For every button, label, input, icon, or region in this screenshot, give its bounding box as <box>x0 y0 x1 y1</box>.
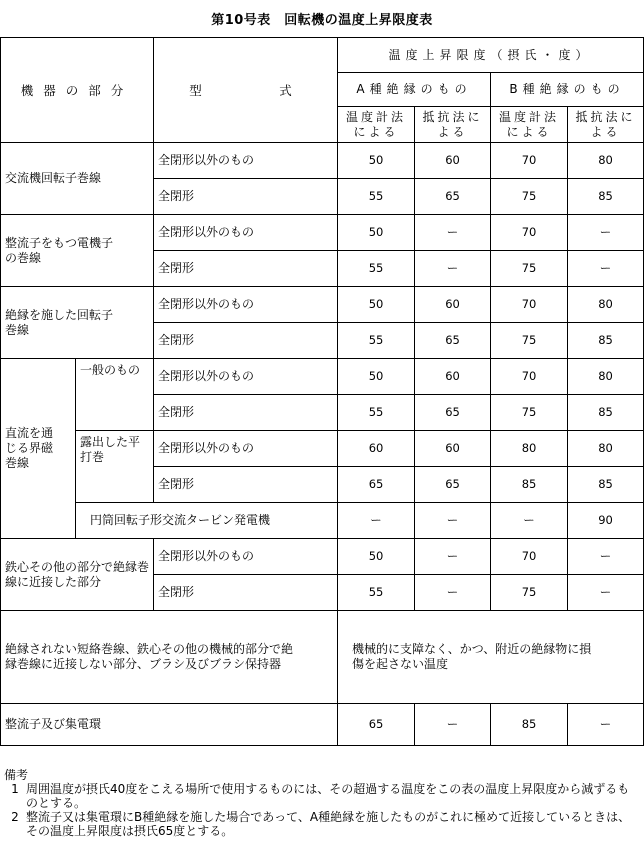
type-cell: 全閉形 <box>154 251 338 287</box>
value-cell: 60 <box>415 143 491 179</box>
header-limit: 温度上昇限度（摂氏・度） <box>338 38 644 73</box>
turbine-generator-label: 円筒回転子形交流タービン発電機 <box>76 503 338 539</box>
value-cell: ー <box>491 503 568 539</box>
value-cell: 55 <box>338 179 415 215</box>
value-cell: ー <box>415 215 491 251</box>
value-cell: 80 <box>568 143 644 179</box>
value-cell: 65 <box>338 704 415 746</box>
row-label-dc-field: 直流を通じる界磁巻線 <box>1 359 76 539</box>
note-text: 整流子又は集電環にB種絶縁を施した場合であって、A種絶縁を施したものがこれに極めて近接しているときは、その温度上昇限度は摂氏65度とする。 <box>26 810 631 838</box>
notes-section <box>4 768 640 838</box>
value-cell: 60 <box>415 431 491 467</box>
header-part: 機器の部分 <box>1 38 154 143</box>
value-cell: ー <box>415 575 491 611</box>
header-resist-b: 抵抗法による <box>568 107 644 143</box>
type-cell: 全閉形 <box>154 179 338 215</box>
value-cell: 50 <box>338 215 415 251</box>
row-label-insulated: 絶縁を施した回転子巻線 <box>1 287 154 359</box>
note-text: 周囲温度が摂氏40度をこえる場所で使用するものには、その超過する温度をこの表の温度上昇限度から減ずるものとする。 <box>26 782 630 810</box>
value-cell: 80 <box>568 431 644 467</box>
header-thermo-a: 温度計法による <box>338 107 415 143</box>
value-cell: 70 <box>491 215 568 251</box>
type-cell: 全閉形 <box>154 575 338 611</box>
row-label-commutator: 整流子及び集電環 <box>1 704 338 746</box>
value-cell: 50 <box>338 287 415 323</box>
value-cell: 55 <box>338 395 415 431</box>
uninsulated-limit-text: 機械的に支障なく、かつ、附近の絶縁物に損傷を起さない温度 <box>338 611 644 704</box>
type-cell: 全閉形以外のもの <box>154 143 338 179</box>
value-cell: 55 <box>338 323 415 359</box>
value-cell: 70 <box>491 143 568 179</box>
value-cell: 80 <box>491 431 568 467</box>
value-cell: 90 <box>568 503 644 539</box>
value-cell: ー <box>338 503 415 539</box>
type-cell: 全閉形 <box>154 323 338 359</box>
header-type: 型 式 <box>154 38 338 143</box>
type-cell: 全閉形以外のもの <box>154 287 338 323</box>
note-number: 1 <box>11 782 19 796</box>
type-cell: 全閉形以外のもの <box>154 539 338 575</box>
note-item <box>4 782 640 810</box>
row-label-ac-rotor: 交流機回転子巻線 <box>1 143 154 215</box>
value-cell: 85 <box>568 395 644 431</box>
value-cell: 85 <box>491 704 568 746</box>
temperature-limit-table <box>0 37 644 746</box>
value-cell: ー <box>415 704 491 746</box>
value-cell: 65 <box>338 467 415 503</box>
type-cell: 全閉形 <box>154 467 338 503</box>
value-cell: 50 <box>338 539 415 575</box>
value-cell: 65 <box>415 179 491 215</box>
value-cell: 60 <box>415 287 491 323</box>
value-cell: ー <box>415 503 491 539</box>
value-cell: ー <box>415 251 491 287</box>
value-cell: 85 <box>568 323 644 359</box>
row-label-iron-near: 鉄心その他の部分で絶縁巻線に近接した部分 <box>1 539 154 611</box>
value-cell: 65 <box>415 323 491 359</box>
value-cell: ー <box>568 575 644 611</box>
row-label-rectifier: 整流子をもつ電機子の巻線 <box>1 215 154 287</box>
value-cell: 80 <box>568 287 644 323</box>
value-cell: 70 <box>491 539 568 575</box>
value-cell: 65 <box>415 467 491 503</box>
value-cell: ー <box>568 539 644 575</box>
value-cell: 60 <box>338 431 415 467</box>
value-cell: 50 <box>338 359 415 395</box>
value-cell: 60 <box>415 359 491 395</box>
type-cell: 全閉形以外のもの <box>154 359 338 395</box>
value-cell: 85 <box>491 467 568 503</box>
value-cell: 70 <box>491 359 568 395</box>
value-cell: 65 <box>415 395 491 431</box>
header-class-a: A種絶縁のもの <box>338 73 491 107</box>
type-cell: 全閉形 <box>154 395 338 431</box>
value-cell: 75 <box>491 395 568 431</box>
value-cell: 70 <box>491 287 568 323</box>
header-thermo-b: 温度計法による <box>491 107 568 143</box>
value-cell: 75 <box>491 323 568 359</box>
value-cell: 50 <box>338 143 415 179</box>
sub-label-general: 一般のもの <box>76 359 154 431</box>
value-cell: 85 <box>568 179 644 215</box>
value-cell: 55 <box>338 575 415 611</box>
notes-heading: 備考 <box>4 768 29 782</box>
page-title: 第10号表 回転機の温度上昇限度表 <box>211 13 433 28</box>
value-cell: 55 <box>338 251 415 287</box>
value-cell: 75 <box>491 575 568 611</box>
header-class-b: B種絶縁のもの <box>491 73 644 107</box>
value-cell: ー <box>568 704 644 746</box>
type-cell: 全閉形以外のもの <box>154 431 338 467</box>
sub-label-exposed: 露出した平打巻 <box>76 431 154 503</box>
value-cell: 75 <box>491 179 568 215</box>
header-resist-a: 抵抗法による <box>415 107 491 143</box>
value-cell: ー <box>568 215 644 251</box>
note-item <box>4 810 640 838</box>
type-cell: 全閉形以外のもの <box>154 215 338 251</box>
value-cell: ー <box>568 251 644 287</box>
row-label-uninsulated: 絶縁されない短絡巻線、鉄心その他の機械的部分で絶縁巻線に近接しない部分、ブラシ及びブラシ保持器 <box>1 611 338 704</box>
value-cell: 80 <box>568 359 644 395</box>
value-cell: 85 <box>568 467 644 503</box>
value-cell: ー <box>415 539 491 575</box>
value-cell: 75 <box>491 251 568 287</box>
note-number: 2 <box>11 810 19 824</box>
